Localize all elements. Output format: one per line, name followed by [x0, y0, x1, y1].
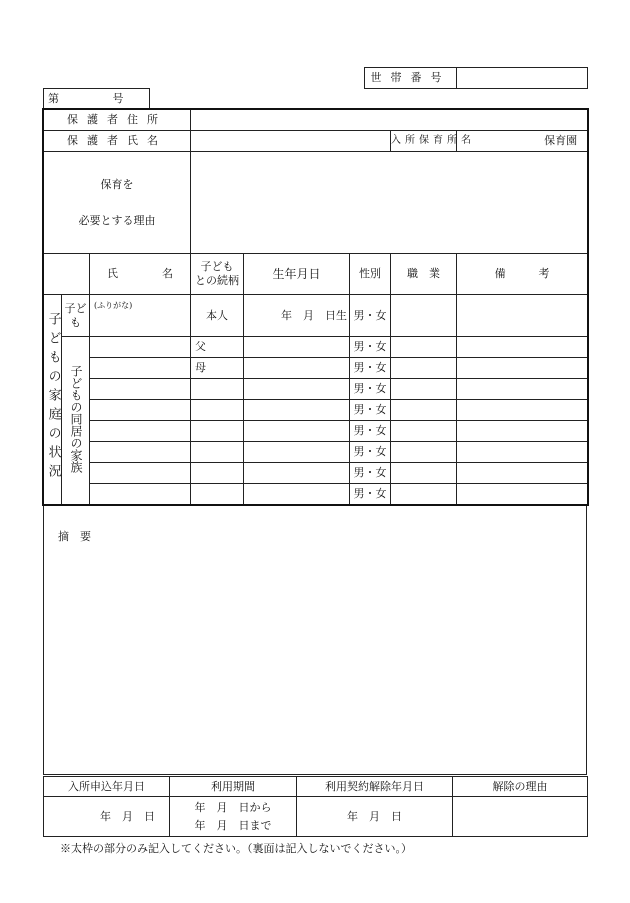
family-occupation-field[interactable]	[391, 421, 457, 442]
footer-note: ※太枠の部分のみ記入してください。（裏面は記入しないでください。）	[60, 842, 412, 855]
family-occupation-field[interactable]	[391, 442, 457, 463]
number-field[interactable]	[44, 89, 150, 110]
summary-label: 摘 要	[58, 530, 91, 543]
column-remarks: 備 考	[457, 254, 588, 295]
child-label-line2: も	[70, 315, 81, 329]
family-relation[interactable]	[191, 421, 244, 442]
summary-field[interactable]	[44, 506, 587, 774]
family-birthdate-field[interactable]	[244, 484, 350, 505]
family-remarks-field[interactable]	[457, 463, 588, 484]
nursery-name-label: 入所保育所名	[391, 131, 457, 152]
family-row	[44, 421, 588, 442]
family-birthdate-field[interactable]	[244, 337, 350, 358]
child-remarks-field[interactable]	[457, 295, 588, 337]
period-field[interactable]	[170, 797, 297, 837]
birth-format: 年 月 日生	[281, 308, 348, 322]
column-relation-line1: 子ども	[200, 260, 234, 274]
family-birthdate-field[interactable]	[244, 400, 350, 421]
apply-date-format: 年 月 日	[100, 809, 155, 823]
family-row	[44, 484, 588, 505]
family-occupation-field[interactable]	[391, 337, 457, 358]
apply-date-field[interactable]	[44, 797, 170, 837]
family-remarks-field[interactable]	[457, 379, 588, 400]
family-relation[interactable]	[191, 484, 244, 505]
cancel-reason-field[interactable]	[453, 797, 588, 837]
family-relation[interactable]	[191, 442, 244, 463]
family-remarks-field[interactable]	[457, 337, 588, 358]
household-number-box	[364, 67, 588, 89]
guardian-address-label: 保護者住所	[44, 110, 191, 131]
cancel-date-format: 年 月 日	[347, 809, 402, 823]
column-sex: 性別	[350, 254, 391, 295]
family-name-field[interactable]	[90, 421, 191, 442]
family-row	[44, 379, 588, 400]
child-birthdate-field[interactable]	[244, 295, 350, 337]
number-prefix: 第	[48, 92, 59, 106]
family-sex-field[interactable]: 男・女	[350, 421, 391, 442]
child-label	[62, 295, 90, 337]
column-occupation: 職 業	[391, 254, 457, 295]
family-occupation-field[interactable]	[391, 379, 457, 400]
family-sex-field[interactable]: 男・女	[350, 337, 391, 358]
family-sex-field[interactable]: 男・女	[350, 358, 391, 379]
family-occupation-field[interactable]	[391, 463, 457, 484]
family-sex-field[interactable]: 男・女	[350, 400, 391, 421]
family-name-field[interactable]	[90, 484, 191, 505]
reason-label-line1: 保育を	[100, 177, 134, 191]
family-row	[44, 442, 588, 463]
apply-date-label: 入所申込年月日	[44, 777, 170, 797]
family-birthdate-field[interactable]	[244, 463, 350, 484]
cancel-date-field[interactable]	[297, 797, 453, 837]
household-number-field[interactable]	[457, 68, 588, 89]
sex-option: 男・女	[353, 308, 387, 322]
reason-label-line2: 必要とする理由	[78, 213, 156, 227]
family-occupation-field[interactable]	[391, 358, 457, 379]
family-row	[44, 358, 588, 379]
family-relation[interactable]: 父	[191, 337, 244, 358]
household-number-label: 世帯番号	[365, 68, 457, 89]
nursery-name-field[interactable]	[457, 131, 588, 152]
family-sex-field[interactable]: 男・女	[350, 463, 391, 484]
family-remarks-field[interactable]	[457, 358, 588, 379]
family-birthdate-field[interactable]	[244, 358, 350, 379]
family-relation[interactable]: 母	[191, 358, 244, 379]
reason-field[interactable]	[191, 152, 588, 254]
family-remarks-field[interactable]	[457, 442, 588, 463]
family-row	[44, 463, 588, 484]
column-relation	[191, 254, 244, 295]
family-occupation-field[interactable]	[391, 484, 457, 505]
family-name-field[interactable]	[90, 400, 191, 421]
column-name: 氏 名	[90, 254, 191, 295]
child-sex-field[interactable]	[350, 295, 391, 337]
family-birthdate-field[interactable]	[244, 421, 350, 442]
family-name-field[interactable]	[90, 337, 191, 358]
footer-table	[43, 776, 588, 837]
child-label-line1: 子ど	[64, 301, 87, 315]
child-name-field[interactable]	[90, 295, 191, 337]
period-from: 年 月 日から	[194, 800, 272, 814]
family-birthdate-field[interactable]	[244, 442, 350, 463]
column-birthdate: 生年月日	[244, 254, 350, 295]
family-birthdate-field[interactable]	[244, 379, 350, 400]
period-to: 年 月 日まで	[194, 818, 272, 832]
summary-box	[43, 506, 587, 775]
family-name-field[interactable]	[90, 442, 191, 463]
family-remarks-field[interactable]	[457, 421, 588, 442]
cancel-date-label: 利用契約解除年月日	[297, 777, 453, 797]
nursery-suffix: 保育園	[544, 134, 578, 148]
family-sex-field[interactable]: 男・女	[350, 379, 391, 400]
guardian-address-field[interactable]	[191, 110, 588, 131]
cancel-reason-label: 解除の理由	[453, 777, 588, 797]
family-relation[interactable]	[191, 400, 244, 421]
family-name-field[interactable]	[90, 379, 191, 400]
family-row	[44, 337, 588, 358]
family-remarks-field[interactable]	[457, 400, 588, 421]
furigana-label: (ふりがな)	[94, 301, 133, 310]
family-remarks-field[interactable]	[457, 484, 588, 505]
family-name-field[interactable]	[90, 463, 191, 484]
child-occupation-field[interactable]	[391, 295, 457, 337]
family-row	[44, 400, 588, 421]
guardian-name-label: 保護者氏名	[44, 131, 191, 152]
period-label: 利用期間	[170, 777, 297, 797]
child-self-label: 本人	[191, 295, 244, 337]
reason-label	[44, 152, 191, 254]
main-form	[43, 109, 588, 505]
number-suffix: 号	[112, 92, 124, 106]
family-relation[interactable]	[191, 379, 244, 400]
family-sex-field[interactable]: 男・女	[350, 484, 391, 505]
number-box	[43, 88, 150, 110]
cohabiting-label: 子どもの同居の家族	[62, 337, 90, 505]
family-occupation-field[interactable]	[391, 400, 457, 421]
family-name-field[interactable]	[90, 358, 191, 379]
family-section-label: 子どもの家庭の状況	[44, 295, 62, 505]
family-relation[interactable]	[191, 463, 244, 484]
guardian-name-field[interactable]	[191, 131, 391, 152]
family-sex-field[interactable]: 男・女	[350, 442, 391, 463]
column-relation-line2: との続柄	[195, 274, 240, 287]
